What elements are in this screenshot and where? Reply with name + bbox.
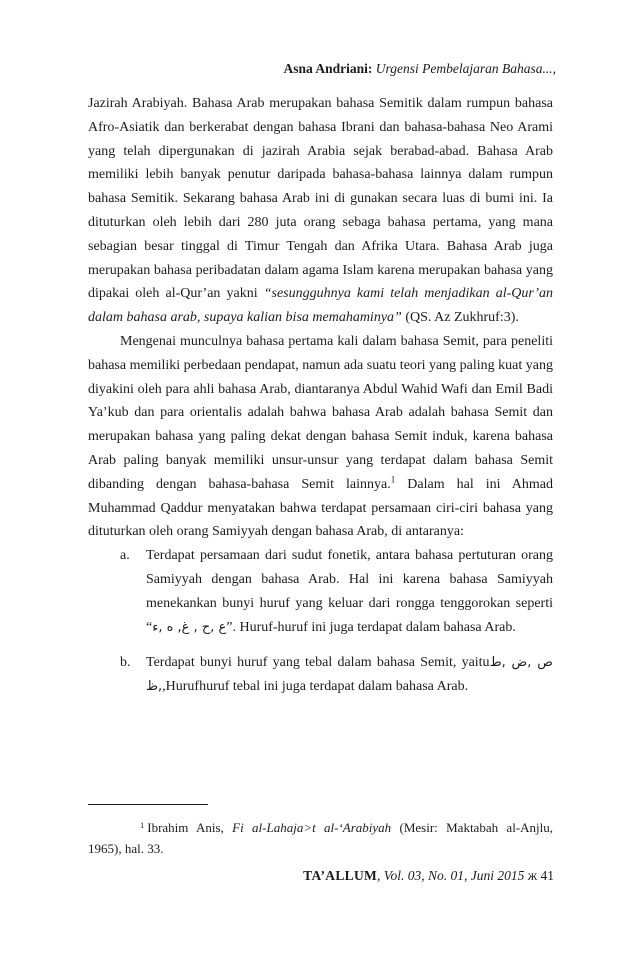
footnote-divider xyxy=(88,804,208,805)
list-item-text: Terdapat bunyi huruf yang tebal dalam bahasa Semit, yaitu xyxy=(146,655,490,671)
arabic-letters: ص ,ض ,ط ,ظ xyxy=(146,655,553,695)
paragraph-1 xyxy=(88,92,553,330)
quran-quote: “sesungguhnya kami telah menjadikan al-Qur’an dalam bahasa arab, supaya kalian bisa memahaminya” xyxy=(88,286,553,326)
journal-issue: , Vol. 03, No. 01, Juni 2015 xyxy=(377,868,525,883)
list-marker: b. xyxy=(120,655,131,671)
paragraph-2-text: Mengenai munculnya bahasa pertama kali dalam bahasa Semit, para peneliti bahasa memiliki perbedaan pendapat, namun ada suatu teori yang paling kuat yang diyakini oleh para ahli bahasa Arab, diantaranya Abdul Wahid Wafi dan Emil Badi Ya’kub dan para orientalis adalah bahwa bahasa Arab adalah bahasa Semit dan merupakan bahasa yang paling dekat dengan bahasa Semit induk, karena bahasa Arab paling banyak memiliki unsur-unsur yang terdapat dalam bahasa Semit dibanding dengan bahasa-bahasa Semit lainnya. xyxy=(88,333,553,492)
paragraph-2 xyxy=(88,330,553,544)
feature-list xyxy=(88,544,553,699)
list-item-text-end: ,Hurufhuruf tebal ini juga terdapat dalam bahasa Arab. xyxy=(162,679,469,695)
list-item-text: Terdapat persamaan dari sudut fonetik, antara bahasa pertuturan orang Samiyyah dengan bahasa Arab. Hal ini karena bahasa Samiyyah menekankan bunyi huruf yang keluar dari rongga tenggorokan seperti “ xyxy=(146,548,553,635)
list-item xyxy=(88,651,553,699)
footer-separator: ж xyxy=(524,868,541,883)
running-foot xyxy=(303,868,554,884)
arabic-letters: ع ,ح , غ, ه ,ء xyxy=(152,619,227,635)
footnote-number: 1 xyxy=(140,820,145,830)
list-item-text-end: ”. Huruf-huruf ini juga terdapat dalam bahasa Arab. xyxy=(226,619,516,635)
footnote-publication: (Mesir: Maktabah al-Anjlu, 1965), hal. 33. xyxy=(88,820,553,856)
journal-name: TA’ALLUM xyxy=(303,868,378,883)
footnote-title: Fi al-Lahaja>t al-‘Arabiyah xyxy=(232,820,392,835)
running-head xyxy=(283,61,556,77)
body-text xyxy=(88,92,553,699)
page-number: 41 xyxy=(540,868,554,883)
footnote-reference[interactable]: 1 xyxy=(390,474,396,485)
paragraph-2-tail: Dalam hal ini Ahmad Muhammad Qaddur menyatakan bahwa terdapat persamaan ciri-ciri bahasa yang dituturkan oleh orang Samiyyah dengan bahasa Arab, di antaranya: xyxy=(88,476,553,540)
running-head-author: Asna Andriani: xyxy=(283,61,373,76)
footnote xyxy=(88,815,553,859)
list-marker: a. xyxy=(120,548,130,564)
paragraph-1-text: Jazirah Arabiyah. Bahasa Arab merupakan bahasa Semitik dalam rumpun bahasa Afro-Asiatik dan berkerabat dengan bahasa Ibrani dan bahasa-bahasa Neo Arami yang telah dipergunakan di jazirah Arabia sejak berabad-abad. Bahasa Arab memiliki lebih banyak penutur daripada bahasa-bahasa lainnya dalam rumpun bahasa Semitik. Sekarang bahasa Arab ini di gunakan secara luas di bumi ini. Ia dituturkan oleh lebih dari 280 juta orang sebaga bahasa pertama, yang mana sebagian besar tinggal di Timur Tengah dan Afrika Utara. Bahasa Arab juga merupakan bahasa peribadatan dalam agama Islam karena merupakan bahasa yang dipakai oleh al-Qur’an yakni xyxy=(88,96,553,302)
list-item xyxy=(88,544,553,639)
quran-reference: (QS. Az Zukhruf:3). xyxy=(401,310,519,326)
running-head-title: Urgensi Pembelajaran Bahasa..., xyxy=(375,61,556,76)
footnote-author: Ibrahim Anis, xyxy=(147,820,233,835)
